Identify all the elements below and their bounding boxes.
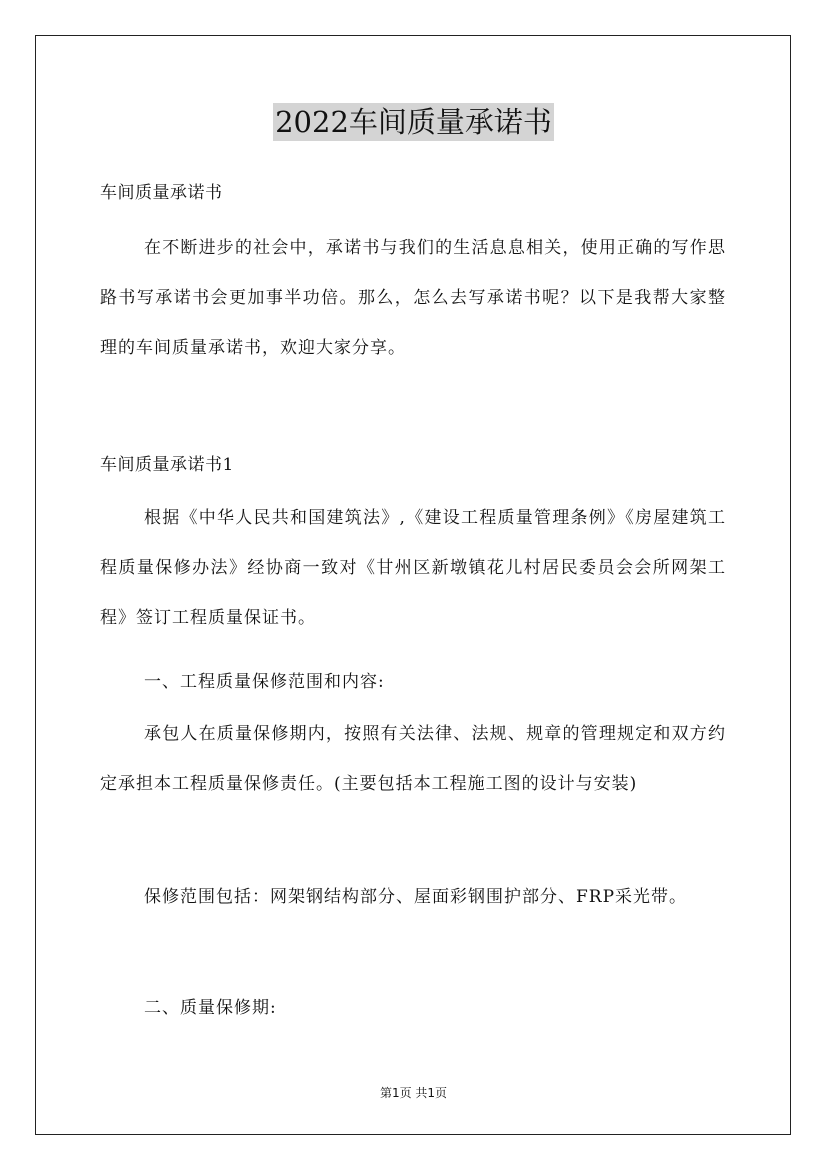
paragraph-warranty-period: 二、质量保修期: (144, 998, 277, 1018)
title-container (0, 103, 827, 141)
paragraph-responsibility: 承包人在质量保修期内，按照有关法律、法规、规章的管理规定和双方约定承担本工程质量保修责任。(主要包括本工程施工图的设计与安装) (100, 724, 726, 794)
paragraph-scope-items: 保修范围包括：网架钢结构部分、屋面彩钢围护部分、FRP采光带。 (144, 887, 688, 907)
section-title-intro: 车间质量承诺书 (100, 183, 223, 203)
intro-paragraph: 在不断进步的社会中，承诺书与我们的生活息息相关，使用正确的写作思路书写承诺书会更加事半功倍。那么，怎么去写承诺书呢？以下是我帮大家整理的车间质量承诺书，欢迎大家分享。 (100, 238, 726, 358)
paragraph-scope-heading: 一、工程质量保修范围和内容: (144, 672, 385, 692)
document-title: 2022车间质量承诺书 (275, 105, 552, 139)
section-title-1: 车间质量承诺书1 (100, 455, 234, 475)
paragraph-legal-basis: 根据《中华人民共和国建筑法》,《建设工程质量管理条例》《房屋建筑工程质量保修办法》经协商一致对《甘州区新墩镇花儿村居民委员会会所网架工程》签订工程质量保证书。 (100, 508, 726, 628)
page-footer: 第1页 共1页 (379, 1086, 448, 1100)
